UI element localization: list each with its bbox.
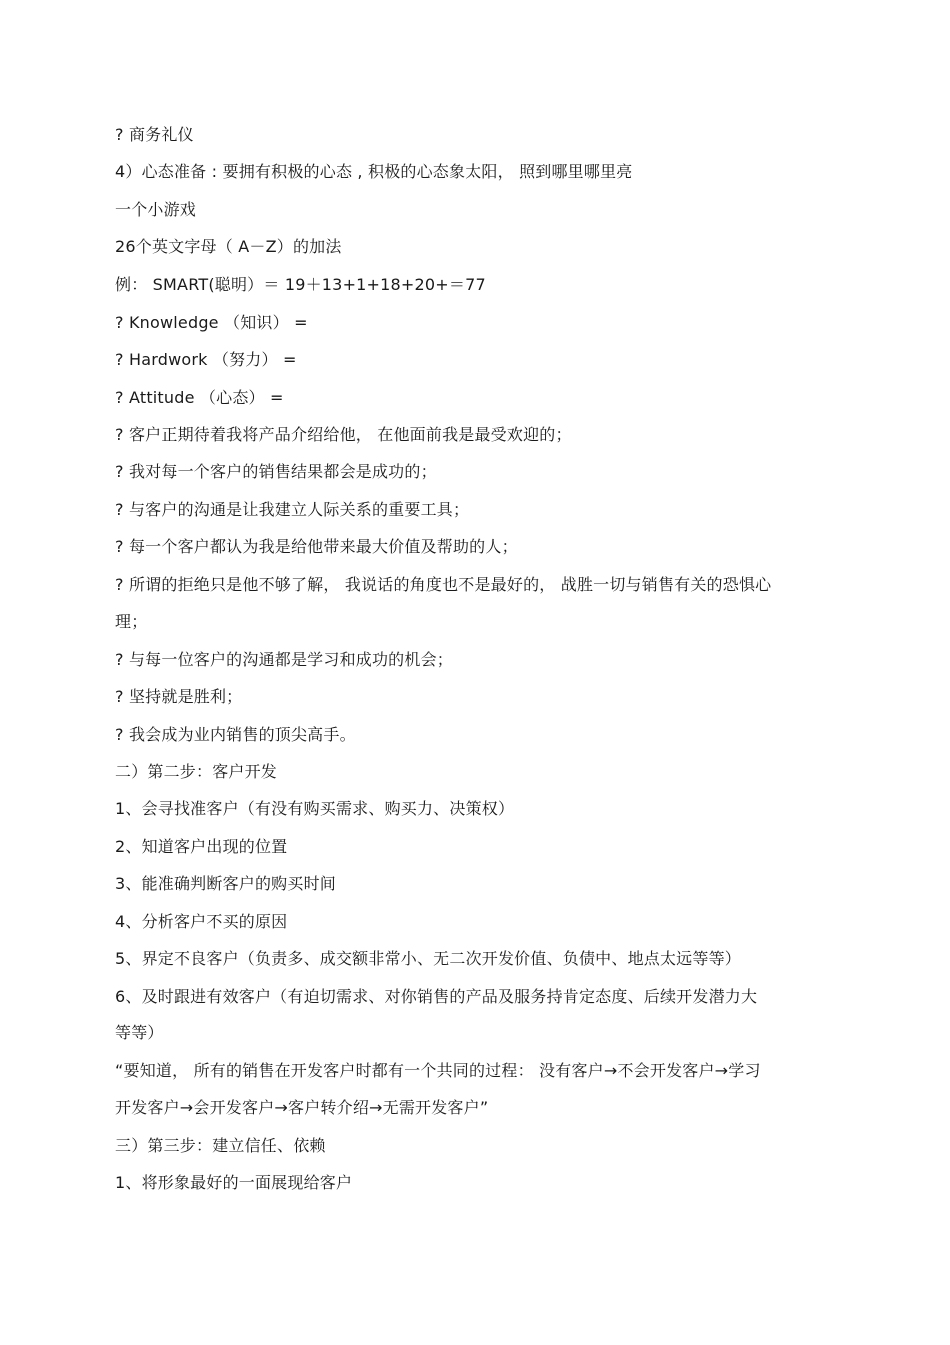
text-line: ? Attitude （心态） =: [115, 388, 284, 407]
text-line: ? 每一个客户都认为我是给他带来最大价值及帮助的人；: [115, 537, 518, 556]
text-line: ? 商务礼仪: [115, 125, 194, 144]
text-line: 等等）: [115, 1023, 164, 1042]
text-line: ? Knowledge （知识） =: [115, 313, 308, 332]
text-line: ? Hardwork （努力） =: [115, 350, 297, 369]
text-line: 例： SMART(聪明）＝ 19＋13+1+18+20+＝77: [115, 275, 486, 294]
text-line: “要知道， 所有的销售在开发客户时都有一个共同的过程： 没有客户→不会开发客户→学习: [115, 1061, 761, 1080]
text-line: 2、知道客户出现的位置: [115, 837, 288, 856]
text-line: ? 客户正期待着我将产品介绍给他， 在他面前我是最受欢迎的；: [115, 425, 572, 444]
text-line: 3、能准确判断客户的购买时间: [115, 874, 336, 893]
text-line: 1、会寻找准客户（有没有购买需求、购买力、决策权）: [115, 799, 515, 818]
text-line: ? 与客户的沟通是让我建立人际关系的重要工具；: [115, 500, 470, 519]
text-line: 6、及时跟进有效客户（有迫切需求、对你销售的产品及服务持肯定态度、后续开发潜力大: [115, 987, 758, 1006]
text-line: 5、界定不良客户（负责多、成交额非常小、无二次开发价值、负债中、地点太远等等）: [115, 949, 741, 968]
section-heading: 二）第二步：客户开发: [115, 762, 278, 781]
text-line: 1、将形象最好的一面展现给客户: [115, 1173, 353, 1192]
text-line: ? 我会成为业内销售的顶尖高手。: [115, 725, 356, 744]
text-line: 4、分析客户不买的原因: [115, 912, 288, 931]
text-line: 26个英文字母（ A－Z）的加法: [115, 237, 342, 256]
text-line: 一个小游戏: [115, 200, 197, 219]
text-line: 开发客户→会开发客户→客户转介绍→无需开发客户”: [115, 1098, 489, 1117]
text-line: 4）心态准备 : 要拥有积极的心态 , 积极的心态象太阳， 照到哪里哪里亮: [115, 162, 633, 181]
text-line: ? 与每一位客户的沟通都是学习和成功的机会；: [115, 650, 453, 669]
text-line: 理；: [115, 612, 148, 631]
section-heading: 三）第三步：建立信任、依赖: [115, 1136, 326, 1155]
text-line: ? 我对每一个客户的销售结果都会是成功的；: [115, 462, 437, 481]
text-line: ? 所谓的拒绝只是他不够了解， 我说话的角度也不是最好的， 战胜一切与销售有关的恐惧心: [115, 575, 772, 594]
text-line: ? 坚持就是胜利；: [115, 687, 243, 706]
